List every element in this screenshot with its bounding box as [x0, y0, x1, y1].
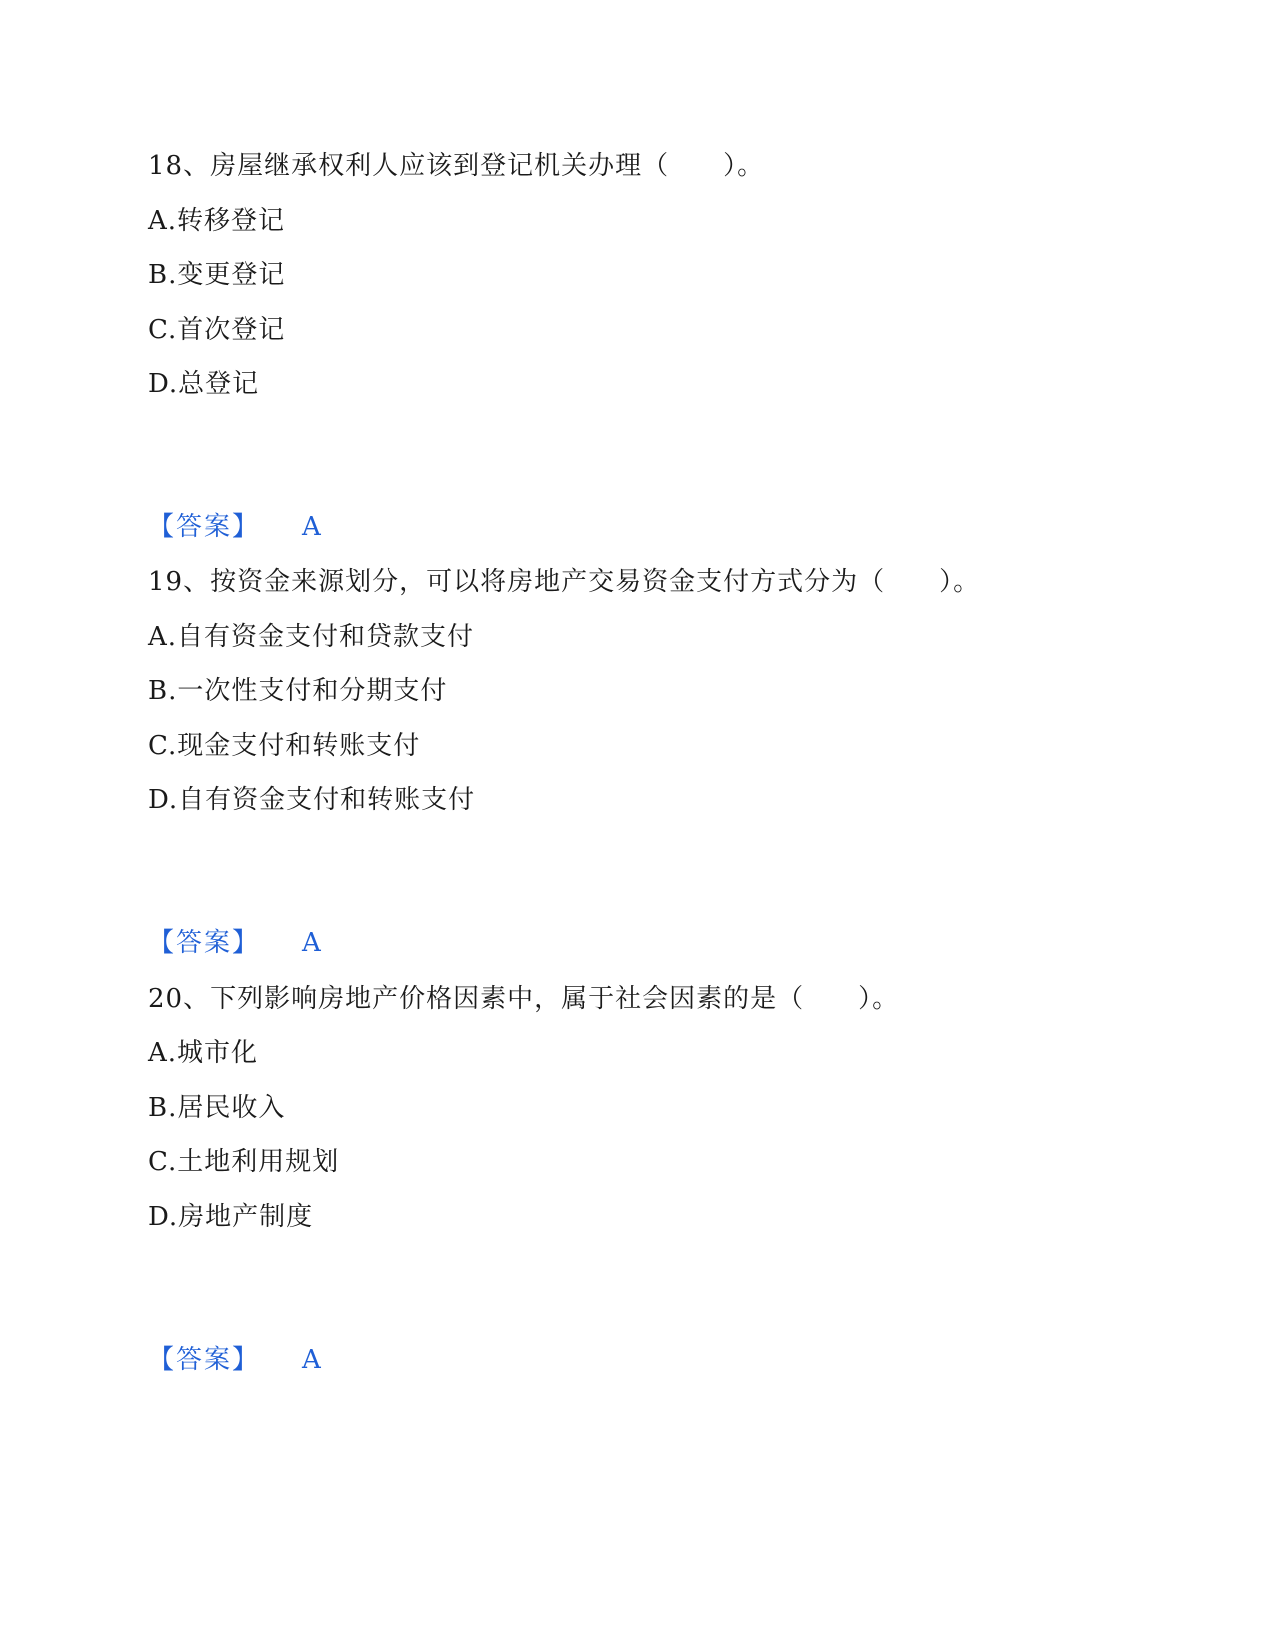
answer-value: A [302, 928, 321, 958]
question-20-option-d: D.房地产制度 [148, 1202, 314, 1232]
question-20-option-b: B.居民收入 [148, 1093, 286, 1123]
answer-value: A [302, 512, 321, 542]
question-20-answer [148, 1343, 321, 1377]
question-19-stem: 19、按资金来源划分，可以将房地产交易资金支付方式分为（ ）。 [148, 567, 981, 597]
question-18-option-b: B.变更登记 [148, 260, 286, 290]
question-19-option-d: D.自有资金支付和转账支付 [148, 785, 476, 815]
question-19-option-b: B.一次性支付和分期支付 [148, 676, 448, 706]
answer-label: 【答案】 [148, 928, 261, 958]
question-18-option-d: D.总登记 [148, 369, 260, 399]
question-20-option-c: C.土地利用规划 [148, 1147, 340, 1177]
question-19-option-c: C.现金支付和转账支付 [148, 731, 421, 761]
question-20-stem: 20、下列影响房地产价格因素中，属于社会因素的是（ ）。 [148, 984, 900, 1014]
question-18-stem: 18、房屋继承权利人应该到登记机关办理（ ）。 [148, 151, 765, 181]
question-19-option-a: A.自有资金支付和贷款支付 [148, 622, 475, 652]
answer-value: A [302, 1345, 321, 1375]
question-18-answer [148, 510, 321, 544]
answer-label: 【答案】 [148, 1345, 261, 1375]
answer-label: 【答案】 [148, 512, 261, 542]
question-20-option-a: A.城市化 [148, 1038, 259, 1068]
question-19-answer [148, 926, 321, 960]
question-18-option-c: C.首次登记 [148, 315, 286, 345]
question-18-option-a: A.转移登记 [148, 206, 286, 236]
